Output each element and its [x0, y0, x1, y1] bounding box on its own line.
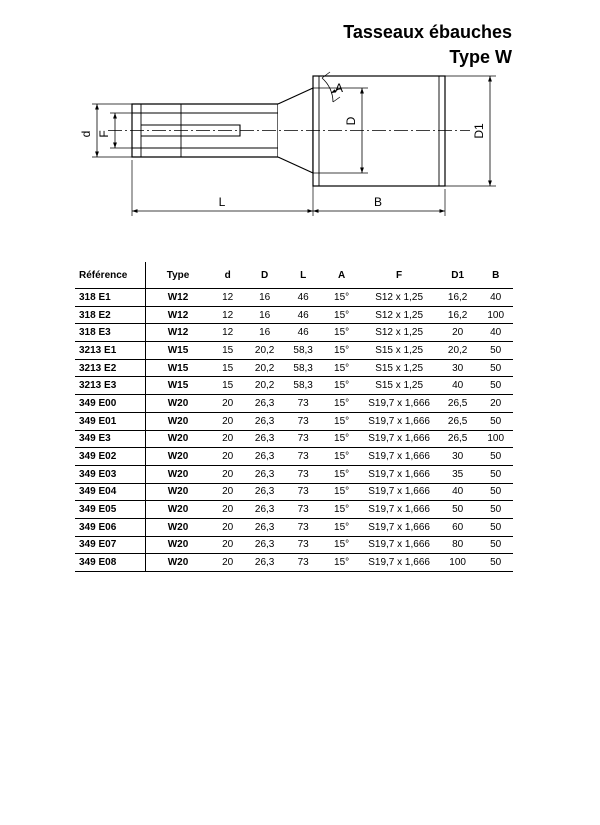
cell-A: 15°: [322, 359, 361, 377]
cell-D1: 100: [437, 554, 478, 572]
cell-B: 50: [478, 412, 513, 430]
cell-reference: 3213 E2: [75, 359, 145, 377]
cell-F: S19,7 x 1,666: [361, 412, 437, 430]
cell-A: 15°: [322, 483, 361, 501]
cell-A: 15°: [322, 377, 361, 395]
cell-B: 50: [478, 501, 513, 519]
cell-D1: 26,5: [437, 412, 478, 430]
cell-F: S19,7 x 1,666: [361, 430, 437, 448]
cell-F: S12 x 1,25: [361, 324, 437, 342]
title-line-2: Type W: [449, 47, 512, 67]
cell-reference: 3213 E1: [75, 342, 145, 360]
cell-D1: 20: [437, 324, 478, 342]
cell-B: 50: [478, 483, 513, 501]
label-d: d: [79, 130, 93, 138]
table-row: [75, 289, 513, 307]
title-line-1: Tasseaux ébauches: [343, 22, 512, 42]
label-l: L: [218, 195, 226, 209]
label-d1: D1: [472, 123, 486, 139]
cell-A: 15°: [322, 448, 361, 466]
cell-A: 15°: [322, 306, 361, 324]
cell-d: 12: [210, 289, 244, 307]
body: [313, 76, 445, 186]
cell-D: 16: [245, 289, 284, 307]
header-type: Type: [145, 262, 210, 289]
cell-D1: 26,5: [437, 395, 478, 413]
cell-D1: 16,2: [437, 289, 478, 307]
cell-F: S19,7 x 1,666: [361, 536, 437, 554]
cell-d: 20: [210, 536, 244, 554]
cell-B: 40: [478, 289, 513, 307]
cell-A: 15°: [322, 430, 361, 448]
cell-d: 20: [210, 430, 244, 448]
cell-D1: 30: [437, 448, 478, 466]
cell-L: 46: [284, 324, 322, 342]
cell-F: S19,7 x 1,666: [361, 501, 437, 519]
table-row: [75, 430, 513, 448]
table-row: [75, 342, 513, 360]
cell-reference: 349 E00: [75, 395, 145, 413]
cell-A: 15°: [322, 324, 361, 342]
cell-B: 100: [478, 306, 513, 324]
table-row: [75, 536, 513, 554]
cell-B: 50: [478, 448, 513, 466]
table-row: [75, 359, 513, 377]
cell-d: 20: [210, 448, 244, 466]
cell-type: W20: [145, 501, 210, 519]
cell-L: 58,3: [284, 377, 322, 395]
cell-B: 50: [478, 536, 513, 554]
table-row: [75, 518, 513, 536]
cell-D1: 35: [437, 465, 478, 483]
cell-L: 73: [284, 465, 322, 483]
cell-A: 15°: [322, 465, 361, 483]
label-D: D: [344, 116, 358, 126]
cell-type: W12: [145, 306, 210, 324]
cell-B: 50: [478, 359, 513, 377]
cell-D: 26,3: [245, 430, 284, 448]
cell-d: 20: [210, 412, 244, 430]
cell-reference: 349 E3: [75, 430, 145, 448]
cell-D: 20,2: [245, 359, 284, 377]
cell-reference: 349 E04: [75, 483, 145, 501]
cell-A: 15°: [322, 289, 361, 307]
cell-type: W12: [145, 324, 210, 342]
cell-D1: 60: [437, 518, 478, 536]
cell-type: W20: [145, 536, 210, 554]
cell-D1: 50: [437, 501, 478, 519]
cell-F: S15 x 1,25: [361, 377, 437, 395]
cell-F: S15 x 1,25: [361, 359, 437, 377]
cell-type: W20: [145, 483, 210, 501]
cell-d: 20: [210, 518, 244, 536]
table-row: [75, 306, 513, 324]
cell-F: S19,7 x 1,666: [361, 448, 437, 466]
cell-L: 73: [284, 483, 322, 501]
cell-type: W20: [145, 430, 210, 448]
table-row: [75, 395, 513, 413]
header-reference: Référence: [75, 262, 145, 289]
cell-L: 73: [284, 501, 322, 519]
cell-D: 20,2: [245, 342, 284, 360]
cell-A: 15°: [322, 342, 361, 360]
cell-reference: 3213 E3: [75, 377, 145, 395]
cell-B: 50: [478, 518, 513, 536]
cell-D: 16: [245, 324, 284, 342]
table-row: [75, 465, 513, 483]
cell-d: 12: [210, 324, 244, 342]
cell-L: 73: [284, 518, 322, 536]
cell-D1: 40: [437, 483, 478, 501]
technical-drawing: [0, 0, 600, 240]
header-D1: D1: [437, 262, 478, 289]
header-F: F: [361, 262, 437, 289]
cell-F: S19,7 x 1,666: [361, 465, 437, 483]
table-header-row: [75, 262, 513, 289]
cell-type: W20: [145, 518, 210, 536]
cell-B: 50: [478, 342, 513, 360]
cell-B: 50: [478, 465, 513, 483]
cell-d: 12: [210, 306, 244, 324]
cell-d: 15: [210, 377, 244, 395]
cell-A: 15°: [322, 518, 361, 536]
cell-reference: 349 E02: [75, 448, 145, 466]
label-f: F: [97, 130, 111, 138]
cell-D1: 20,2: [437, 342, 478, 360]
cell-A: 15°: [322, 501, 361, 519]
header-A: A: [322, 262, 361, 289]
cell-F: S19,7 x 1,666: [361, 554, 437, 572]
header-D: D: [245, 262, 284, 289]
cell-reference: 349 E01: [75, 412, 145, 430]
cell-L: 73: [284, 412, 322, 430]
cell-D: 26,3: [245, 536, 284, 554]
table-row: [75, 448, 513, 466]
cell-B: 40: [478, 324, 513, 342]
cell-L: 73: [284, 395, 322, 413]
cell-d: 20: [210, 395, 244, 413]
cell-L: 73: [284, 430, 322, 448]
cell-type: W12: [145, 289, 210, 307]
cell-d: 20: [210, 501, 244, 519]
specs-table: [75, 262, 513, 572]
label-b: B: [373, 195, 383, 209]
cell-reference: 349 E03: [75, 465, 145, 483]
cell-type: W20: [145, 448, 210, 466]
header-d: d: [210, 262, 244, 289]
cell-reference: 349 E08: [75, 554, 145, 572]
cell-B: 50: [478, 377, 513, 395]
cell-L: 46: [284, 289, 322, 307]
cell-A: 15°: [322, 395, 361, 413]
cell-A: 15°: [322, 554, 361, 572]
cell-D1: 16,2: [437, 306, 478, 324]
cell-F: S15 x 1,25: [361, 342, 437, 360]
cell-F: S19,7 x 1,666: [361, 395, 437, 413]
cell-F: S19,7 x 1,666: [361, 483, 437, 501]
cell-D: 26,3: [245, 483, 284, 501]
cell-type: W20: [145, 554, 210, 572]
cell-d: 15: [210, 359, 244, 377]
cell-D1: 40: [437, 377, 478, 395]
cell-D: 26,3: [245, 448, 284, 466]
cell-D1: 80: [437, 536, 478, 554]
cell-reference: 318 E2: [75, 306, 145, 324]
cell-reference: 318 E3: [75, 324, 145, 342]
cell-B: 20: [478, 395, 513, 413]
cell-D: 26,3: [245, 412, 284, 430]
cell-reference: 349 E06: [75, 518, 145, 536]
cell-d: 15: [210, 342, 244, 360]
cell-A: 15°: [322, 536, 361, 554]
cell-D: 26,3: [245, 395, 284, 413]
cell-D: 26,3: [245, 465, 284, 483]
cell-D1: 30: [437, 359, 478, 377]
cell-D: 26,3: [245, 554, 284, 572]
cell-D1: 26,5: [437, 430, 478, 448]
cell-d: 20: [210, 465, 244, 483]
cell-F: S12 x 1,25: [361, 306, 437, 324]
cell-L: 73: [284, 448, 322, 466]
table-row: [75, 483, 513, 501]
label-a: A: [335, 81, 344, 95]
table-row: [75, 554, 513, 572]
header-L: L: [284, 262, 322, 289]
cell-type: W20: [145, 465, 210, 483]
cell-type: W15: [145, 342, 210, 360]
cell-L: 58,3: [284, 342, 322, 360]
cell-type: W20: [145, 395, 210, 413]
cell-D: 26,3: [245, 501, 284, 519]
cell-reference: 349 E07: [75, 536, 145, 554]
table-row: [75, 324, 513, 342]
cell-D: 16: [245, 306, 284, 324]
cell-type: W20: [145, 412, 210, 430]
cell-D: 26,3: [245, 518, 284, 536]
cell-A: 15°: [322, 412, 361, 430]
cell-type: W15: [145, 377, 210, 395]
cell-F: S12 x 1,25: [361, 289, 437, 307]
cell-reference: 349 E05: [75, 501, 145, 519]
cell-F: S19,7 x 1,666: [361, 518, 437, 536]
table-row: [75, 377, 513, 395]
cell-d: 20: [210, 554, 244, 572]
cell-L: 73: [284, 554, 322, 572]
table-row: [75, 412, 513, 430]
cell-L: 58,3: [284, 359, 322, 377]
cell-B: 100: [478, 430, 513, 448]
table-body: [75, 289, 513, 572]
table-row: [75, 501, 513, 519]
cell-reference: 318 E1: [75, 289, 145, 307]
cell-D: 20,2: [245, 377, 284, 395]
cell-type: W15: [145, 359, 210, 377]
header-B: B: [478, 262, 513, 289]
cell-B: 50: [478, 554, 513, 572]
cell-L: 46: [284, 306, 322, 324]
cell-d: 20: [210, 483, 244, 501]
cell-L: 73: [284, 536, 322, 554]
